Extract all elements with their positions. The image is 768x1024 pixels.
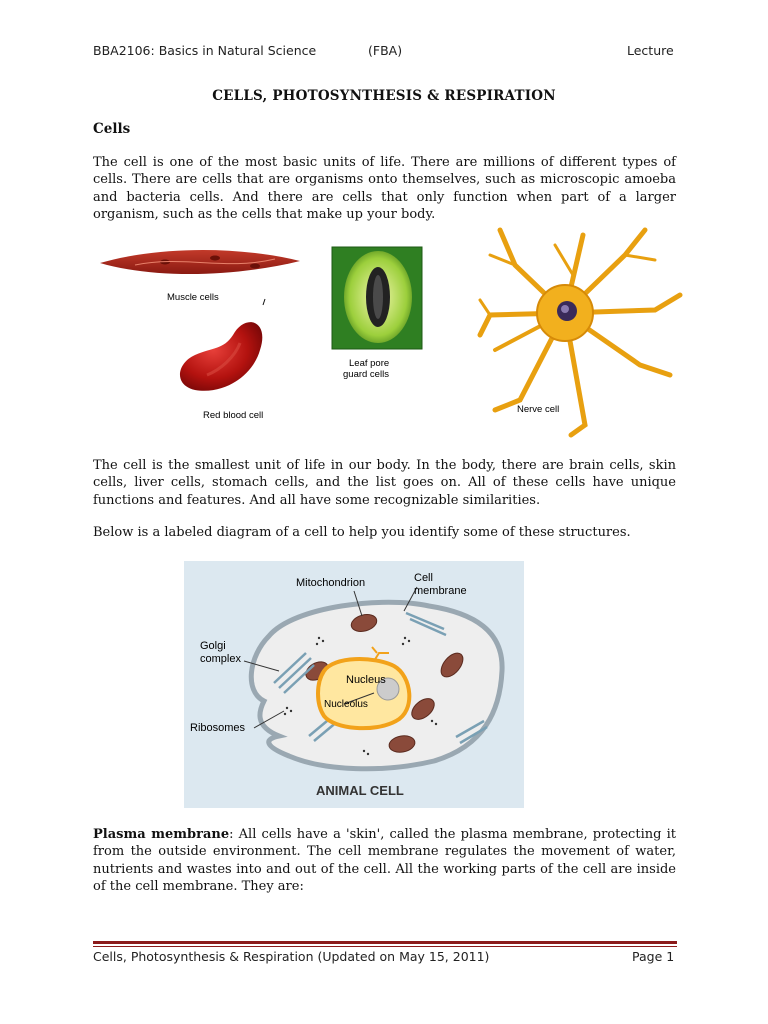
guard-cells-label-1: Leaf pore	[349, 358, 390, 369]
header-dept: (FBA)	[368, 43, 403, 58]
label-cell-membrane-1: Cell	[414, 572, 433, 584]
page-title: CELLS, PHOTOSYNTHESIS & RESPIRATION	[212, 88, 556, 104]
body-paragraph-2: The cell is the smallest unit of life in our body. In the body, there are brain cells, skin cells, liver cells, stomach cells, and the list goes on. All of these cells have unique functions and features. And all have some recognizable similarities.	[93, 458, 676, 508]
label-nucleolus: Nucleolus	[324, 699, 368, 710]
cell-types-figure	[95, 225, 685, 440]
section-heading: Cells	[93, 121, 131, 137]
muscle-cells-illustration	[100, 250, 300, 274]
label-nucleus: Nucleus	[346, 674, 386, 686]
guard-cells-illustration	[332, 247, 422, 349]
plasma-membrane-term: Plasma membrane	[93, 827, 230, 842]
label-ribosomes: Ribosomes	[190, 722, 246, 734]
label-cell-membrane-2: membrane	[414, 585, 467, 597]
page-number: Page 1	[632, 949, 675, 964]
animal-cell-diagram	[184, 561, 524, 808]
label-mitochondrion: Mitochondrion	[296, 577, 366, 589]
label-golgi-1: Golgi	[200, 640, 226, 652]
muscle-cells-label: Muscle cells	[167, 292, 219, 303]
plasma-membrane-text: : All cells have a 'skin', called the plasma membrane, protecting it from the outside environment. The cell membrane regulates the movement of water, nutrients and wastes into and out of the cell. All the working parts of the cell are inside of the cell membrane. They are:	[93, 827, 676, 894]
body-paragraph-3: Below is a labeled diagram of a cell to help you identify some of these structures.	[93, 525, 631, 540]
nerve-cell-label: Nerve cell	[517, 404, 560, 415]
label-golgi-2: complex	[200, 653, 241, 665]
diagram-caption: ANIMAL CELL	[316, 783, 404, 798]
red-blood-cell-label: Red blood cell	[203, 410, 264, 421]
red-blood-cell-illustration	[180, 322, 262, 391]
footer-rule-thin	[93, 946, 677, 947]
intro-paragraph: The cell is one of the most basic units of life. There are millions of different types of cells. There are cells that are organisms onto themselves, such as microscopic amoeba and bacteria cells. And there are cells that only function when part of a larger organism, such as the cells that make up your body.	[93, 155, 676, 222]
header-course: BBA2106: Basics in Natural Science	[93, 43, 317, 58]
header-type: Lecture	[627, 43, 674, 58]
plasma-membrane-paragraph	[93, 826, 676, 895]
guard-cells-label-2: guard cells	[343, 369, 389, 380]
footer-rule	[93, 941, 677, 944]
footer-title: Cells, Photosynthesis & Respiration (Updated on May 15, 2011)	[93, 949, 490, 964]
